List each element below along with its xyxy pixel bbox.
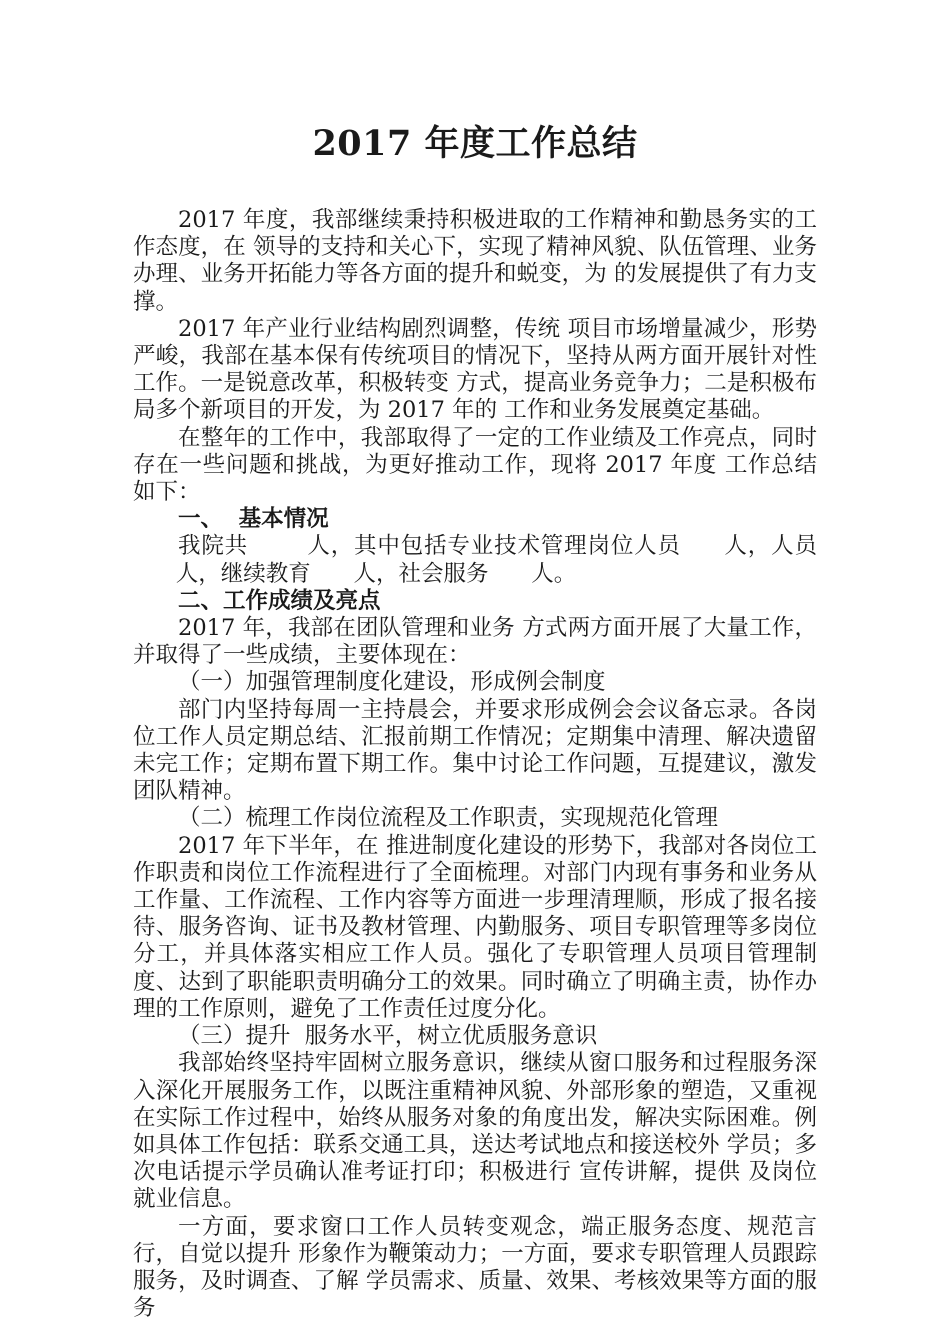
- staff-line-seg-2: 人，其中包括专业技术管理岗位人员: [306, 533, 681, 560]
- staff-line-seg-4: 人，继续教育: [175, 560, 311, 587]
- page-title: 2017 年度工作总结: [312, 123, 638, 164]
- paragraph-intro-2: 2017 年产业行业结构剧烈调整，传统 项目市场增量减少，形势严峻，我部在基本保有传统项目的情况下，坚持从两方面开展针对性工作。一是锐意改革，积极转变 方式，提高业务竞争力；二是积极布局多个新项目的开发，为 2017 年的 工作和业务发展奠定基础。: [133, 315, 817, 424]
- document-content: [133, 0, 817, 1322]
- paragraph-meeting-system: 部门内坚持每周一主持晨会，并要求形成例会会议备忘录。各岗位工作人员定期总结、汇报前期工作情况；定期集中清理、解决遗留未完工作；定期布置下期工作。集中讨论工作问题，互提建议，激发团队精神。: [133, 696, 817, 805]
- subsection-heading-3: （三）提升 服务水平，树立优质服务意识: [178, 1023, 598, 1050]
- section-heading-2: 二、工作成绩及亮点: [178, 587, 381, 614]
- staff-line-prefix: 我院共: [178, 533, 249, 560]
- staff-line-seg-6: 人。: [531, 560, 577, 587]
- paragraph-service-quality: 我部始终坚持牢固树立服务意识，继续从窗口服务和过程服务深入深化开展服务工作，以既注重精神风貌、外部形象的塑造，又重视在实际工作过程中，始终从服务对象的角度出发，解决实际困难。例如具体工作包括：联系交通工具，送达考试地点和接送校外 学员；多次电话提示学员确认准考证打印；积极进行 宣传讲解，提供 及岗位就业信息。: [133, 1050, 817, 1213]
- subsection-heading-2: （二）梳理工作岗位流程及工作职责，实现规范化管理: [178, 805, 719, 832]
- document-body: [133, 207, 817, 1322]
- paragraph-role-clarification: 2017 年下半年，在 推进制度化建设的形势下，我部对各岗位工作职责和岗位工作流程进行了全面梳理。对部门内现有事务和业务从工作量、工作流程、工作内容等方面进一步理清理顺，形成了报名接待、服务咨询、证书及教材管理、内勤服务、项目专职管理等多岗位分工，并具体落实相应工作人员。强化了专职管理人员项目管理制度、达到了职能职责明确分工的效果。同时确立了明确主责，协作办理的工作原则，避免了工作责任过度分化。: [133, 832, 817, 1022]
- paragraph-staff-counts: [133, 533, 817, 587]
- section-heading-1: 一、 基本情况: [178, 506, 329, 533]
- paragraph-intro-3: 在整年的工作中，我部取得了一定的工作业绩及工作亮点，同时存在一些问题和挑战，为更好推动工作，现将 2017 年度 工作总结如下：: [133, 424, 817, 506]
- staff-line-seg-3: 人，人员: [723, 533, 817, 560]
- paragraph-intro-1: 2017 年度，我部继续秉持积极进取的工作精神和勤恳务实的工作态度，在 领导的支持和关心下，实现了精神风貌、队伍管理、业务办理、业务开拓能力等各方面的提升和蜕变，为 的发展提供了有力支撑。: [133, 207, 817, 315]
- subsection-heading-1: （一）加强管理制度化建设，形成例会制度: [178, 669, 606, 696]
- paragraph-service-attitude: 一方面，要求窗口工作人员转变观念，端正服务态度、规范言行，自觉以提升 形象作为鞭策动力；一方面，要求专职管理人员跟踪服务，及时调查、了解 学员需求、质量、效果、考核效果等方面的服务: [133, 1213, 817, 1322]
- paragraph-achievements-intro: 2017 年，我部在团队管理和业务 方式两方面开展了大量工作，并取得了一些成绩，主要体现在：: [133, 615, 817, 669]
- staff-line-seg-5: 人，社会服务: [353, 560, 489, 587]
